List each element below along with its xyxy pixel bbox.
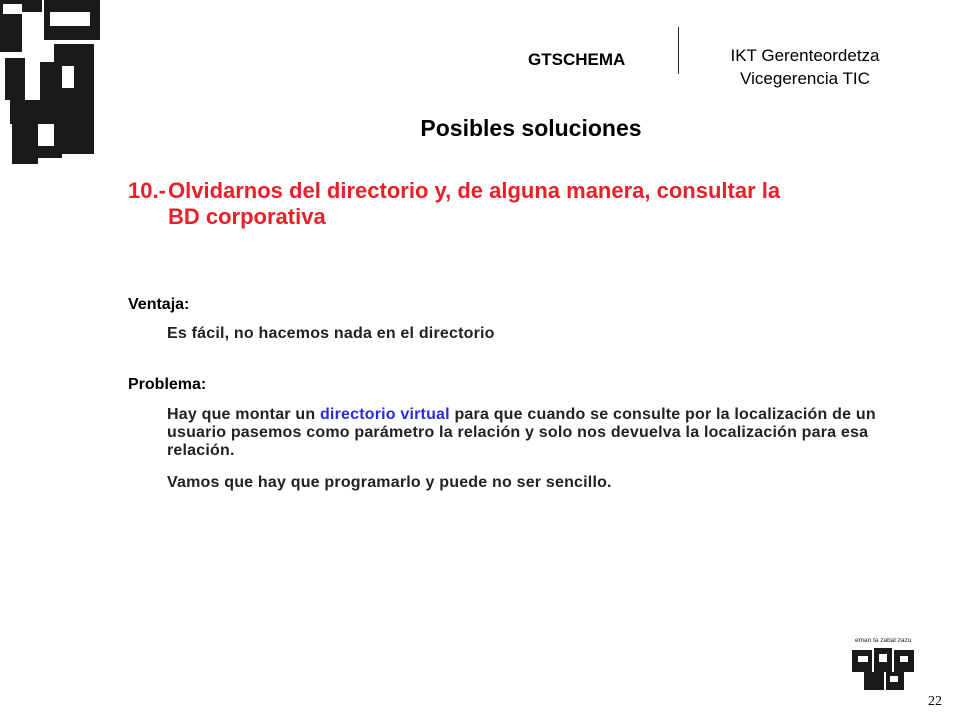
heading-number: 10.- — [128, 178, 166, 203]
brush-logo — [0, 0, 110, 170]
header-divider — [678, 27, 679, 74]
directorio-virtual-highlight: directorio virtual — [319, 406, 450, 423]
problema-text — [167, 406, 937, 460]
problema-label: Problema: — [128, 376, 207, 393]
problema-post: para que cuando se consulte por la localización de un usuario pasemos como parámetro la relación y solo nos devuelva la localización para esa relación. — [167, 406, 876, 459]
slide-heading — [128, 178, 908, 230]
org-line-2: Vicegerencia TIC — [740, 69, 870, 88]
logo-caption: eman ta zabal zazu — [855, 637, 912, 644]
heading-line-1: Olvidarnos del directorio y, de alguna manera, consultar la — [168, 178, 781, 203]
heading-line-2: BD corporativa — [168, 204, 326, 229]
slide-title: Posibles soluciones — [420, 115, 642, 141]
org-name — [700, 44, 910, 90]
university-logo — [850, 634, 920, 692]
ventaja-text: Es fácil, no hacemos nada en el directorio — [167, 325, 495, 342]
problema-pre: Hay que montar un — [167, 406, 320, 423]
org-line-1: IKT Gerenteordetza — [730, 46, 880, 65]
ventaja-label: Ventaja: — [128, 296, 190, 313]
problema-text-2: Vamos que hay que programarlo y puede no ser sencillo. — [167, 474, 612, 491]
page-number: 22 — [928, 694, 942, 709]
gtschema-label: GTSCHEMA — [528, 50, 626, 69]
